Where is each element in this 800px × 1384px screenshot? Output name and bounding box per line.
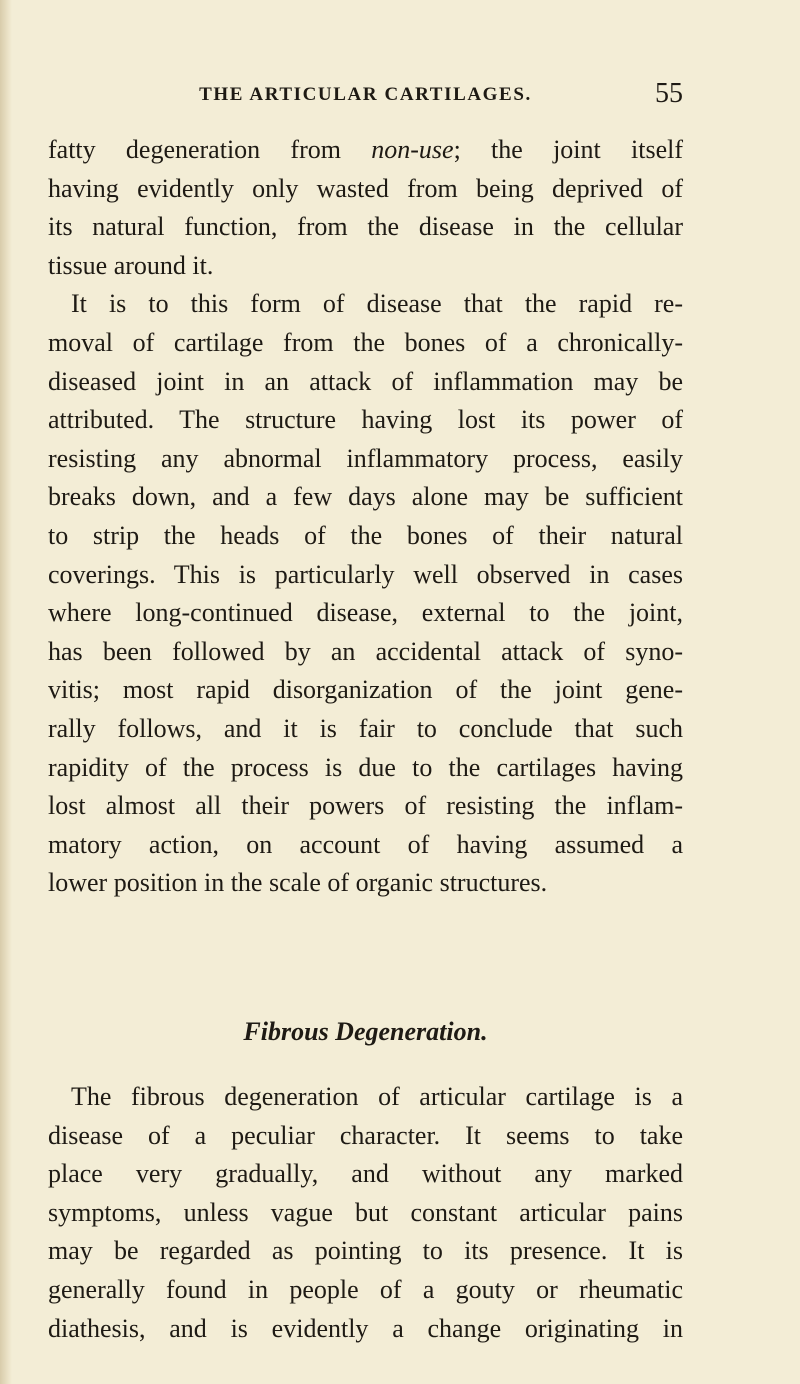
text-line: rapidity of the process is due to the cartilages having	[48, 752, 683, 782]
text-line: diseased joint in an attack of inflammation may be	[48, 366, 683, 396]
text-line: has been followed by an accidental attack of syno-	[48, 636, 683, 666]
text-line: diathesis, and is evidently a change originating in	[48, 1313, 683, 1343]
running-title: THE ARTICULAR CARTILAGES.	[199, 84, 532, 105]
text-line: its natural function, from the disease in the cellular	[48, 212, 683, 242]
text-line: attributed. The structure having lost its power of	[48, 405, 683, 435]
text-line: rally follows, and it is fair to conclude that such	[48, 713, 683, 743]
text-line: place very gradually, and without any marked	[48, 1159, 683, 1189]
page-edge	[0, 0, 12, 1384]
text-line: where long-continued disease, external to the joint,	[48, 598, 683, 628]
text-line: matory action, on account of having assumed a	[48, 829, 683, 859]
text-line: symptoms, unless vague but constant articular pains	[48, 1197, 683, 1227]
text-line: generally found in people of a gouty or rheumatic	[48, 1274, 683, 1304]
italic-phrase: non-use	[371, 135, 454, 164]
text-line: lost almost all their powers of resisting the inflam-	[48, 791, 683, 821]
text-line: coverings. This is particularly well observed in cases	[48, 559, 683, 589]
text-line: It is to this form of disease that the rapid re-	[71, 289, 683, 319]
text-segment: fatty degeneration from	[48, 135, 372, 164]
text-line	[48, 131, 683, 170]
running-head	[48, 78, 683, 118]
text-line: tissue around it.	[48, 250, 214, 280]
text-line: disease of a peculiar character. It seems to take	[48, 1120, 683, 1150]
text-line: moval of cartilage from the bones of a chronically-	[48, 327, 683, 357]
text-line: having evidently only wasted from being deprived of	[48, 173, 683, 203]
text-line: resisting any abnormal inflammatory process, easily	[48, 443, 683, 473]
text-line: may be regarded as pointing to its presence. It is	[48, 1236, 683, 1266]
text-line: The fibrous degeneration of articular cartilage is a	[71, 1082, 683, 1111]
body-text-top	[48, 131, 683, 903]
text-segment: ; the joint itself	[453, 135, 683, 164]
text-line: breaks down, and a few days alone may be sufficient	[48, 482, 683, 512]
text-line: vitis; most rapid disorganization of the joint gene-	[48, 675, 683, 705]
section-heading: Fibrous Degeneration.	[243, 1017, 488, 1046]
body-text-bottom	[48, 1078, 683, 1348]
page-number: 55	[655, 78, 683, 109]
text-line: lower position in the scale of organic structures.	[48, 868, 548, 898]
text-line: to strip the heads of the bones of their natural	[48, 520, 683, 550]
